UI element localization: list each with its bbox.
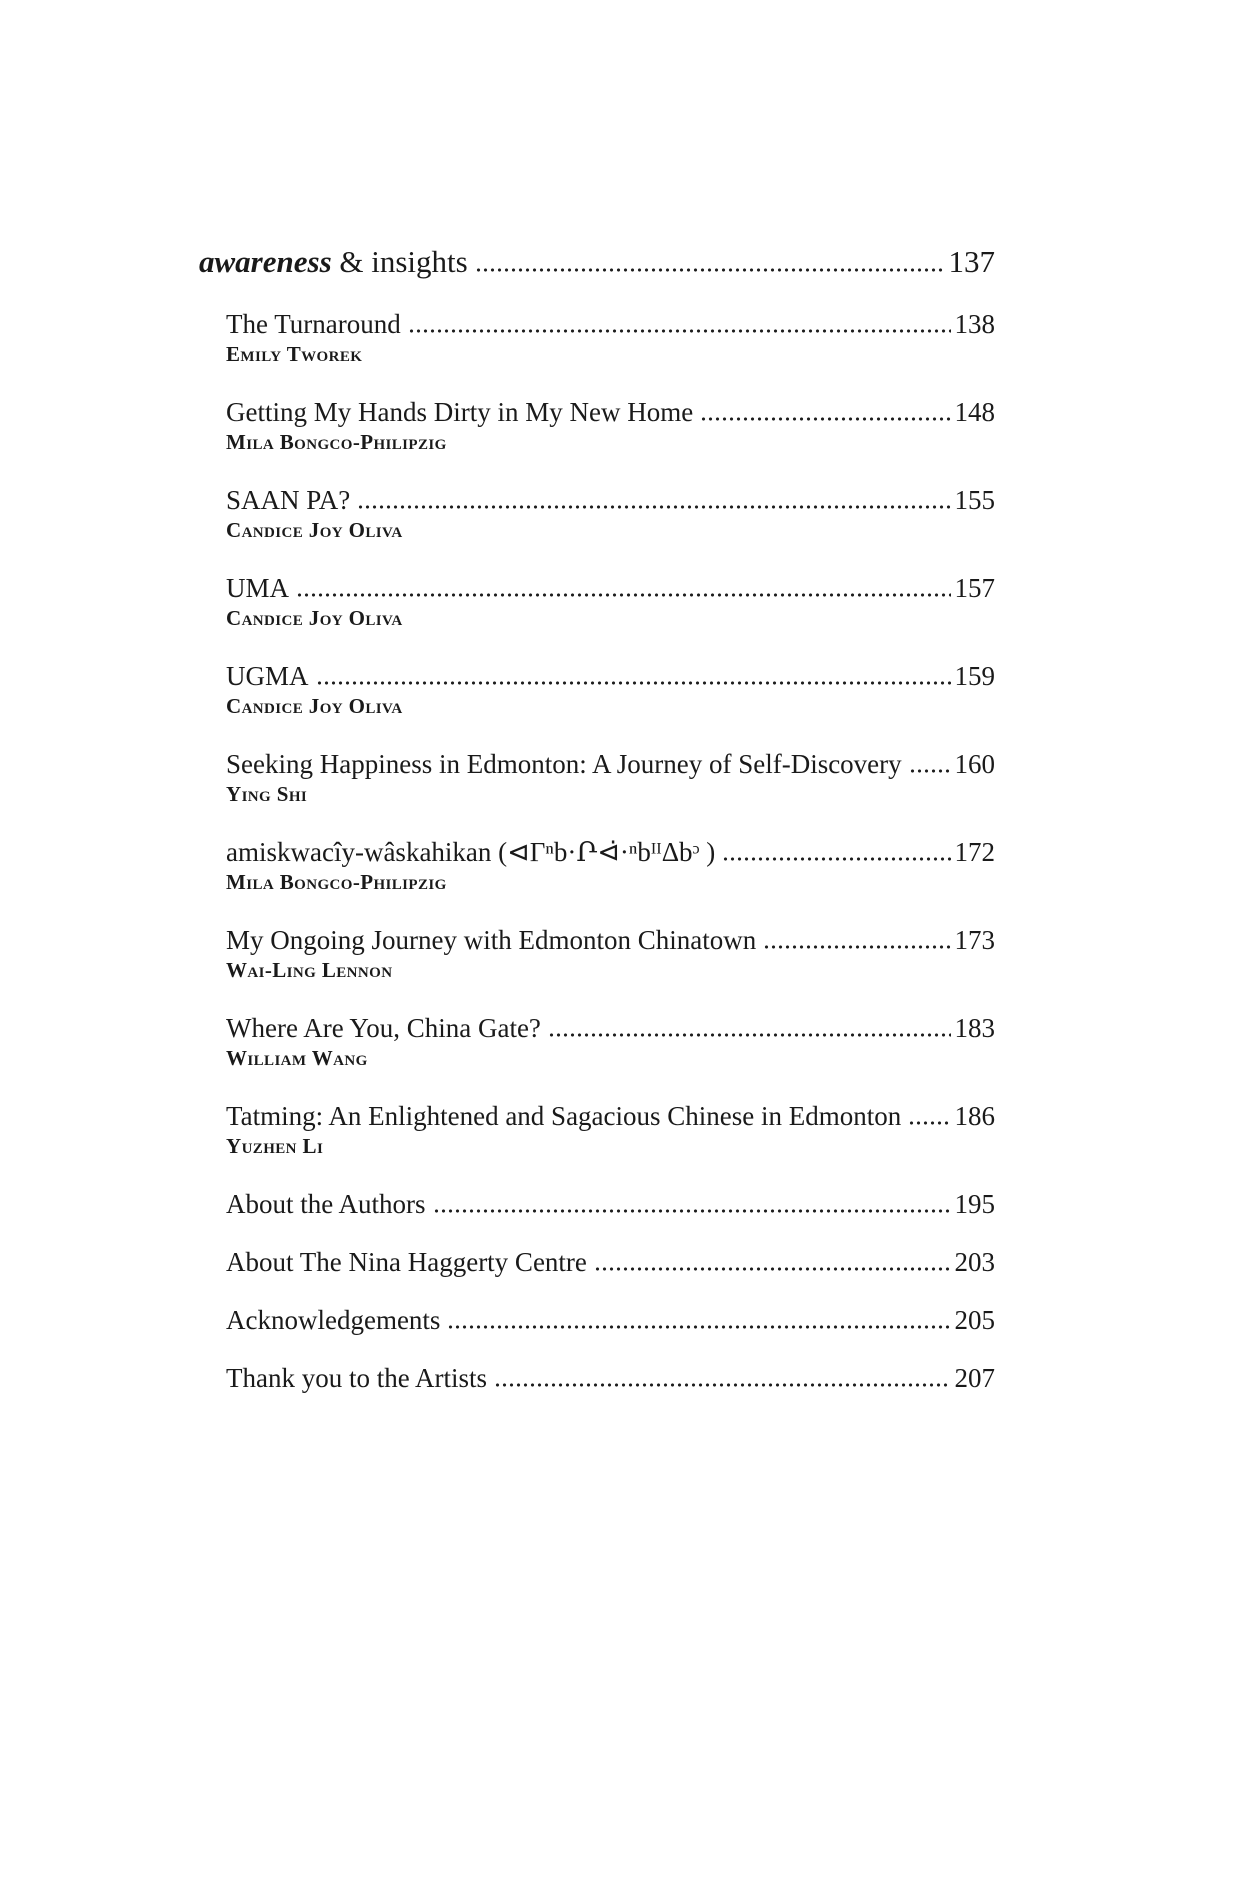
entry-author: Emily Tworek bbox=[226, 342, 363, 366]
entry-page-number: 159 bbox=[954, 661, 995, 691]
entry-page-number: 172 bbox=[954, 837, 995, 867]
table-of-contents bbox=[199, 243, 995, 1419]
entry-page-number: 160 bbox=[954, 749, 995, 779]
entry-title: Where Are You, China Gate? bbox=[226, 1013, 541, 1043]
entry-title: Tatming: An Enlightened and Sagacious Chinese in Edmonton bbox=[226, 1101, 902, 1131]
dot-leader bbox=[296, 571, 950, 605]
dot-leader bbox=[909, 747, 951, 781]
dot-leader bbox=[433, 1187, 951, 1221]
dot-leader bbox=[447, 1303, 950, 1337]
toc-entry bbox=[226, 307, 995, 367]
entry-page-number: 205 bbox=[954, 1305, 995, 1335]
toc-entry bbox=[226, 835, 995, 895]
section-heading bbox=[199, 243, 995, 281]
entry-author: Candice Joy Oliva bbox=[226, 518, 403, 542]
dot-leader bbox=[722, 835, 950, 869]
entry-title: The Turnaround bbox=[226, 309, 401, 339]
dot-leader bbox=[594, 1245, 951, 1279]
toc-entry bbox=[226, 923, 995, 983]
entry-author: Yuzhen Li bbox=[226, 1134, 324, 1158]
entry-title: amiskwacîy-wâskahikan (⊲Γⁿb·Ր⊲̇·ⁿbᴵᴵΔbᵓ ) bbox=[226, 837, 716, 867]
entry-page-number: 186 bbox=[954, 1101, 995, 1131]
toc-entry bbox=[226, 1361, 995, 1395]
entry-page-number: 207 bbox=[954, 1363, 995, 1393]
entry-page-number: 148 bbox=[954, 397, 995, 427]
entry-title: UMA bbox=[226, 573, 290, 603]
dot-leader bbox=[357, 483, 950, 517]
toc-entry bbox=[226, 1245, 995, 1279]
dot-leader bbox=[908, 1099, 950, 1133]
entry-page-number: 195 bbox=[954, 1189, 995, 1219]
entry-author: Ying Shi bbox=[226, 782, 308, 806]
toc-entry bbox=[226, 571, 995, 631]
toc-entry bbox=[226, 1099, 995, 1159]
entry-title: Thank you to the Artists bbox=[226, 1363, 487, 1393]
entry-title: UGMA bbox=[226, 661, 309, 691]
entry-author: Wai-Ling Lennon bbox=[226, 958, 393, 982]
section-heading-title bbox=[199, 243, 468, 281]
toc-entry bbox=[226, 659, 995, 719]
entry-page-number: 183 bbox=[954, 1013, 995, 1043]
entry-author: Candice Joy Oliva bbox=[226, 694, 403, 718]
entry-title: Seeking Happiness in Edmonton: A Journey of Self-Discovery bbox=[226, 749, 902, 779]
toc-entry-list bbox=[226, 307, 995, 1395]
dot-leader bbox=[475, 243, 945, 281]
entry-title: My Ongoing Journey with Edmonton Chinatown bbox=[226, 925, 757, 955]
dot-leader bbox=[548, 1011, 951, 1045]
entry-page-number: 173 bbox=[954, 925, 995, 955]
dot-leader bbox=[494, 1361, 951, 1395]
entry-title: About The Nina Haggerty Centre bbox=[226, 1247, 587, 1277]
toc-entry bbox=[226, 395, 995, 455]
toc-entry bbox=[226, 483, 995, 543]
entry-page-number: 203 bbox=[954, 1247, 995, 1277]
toc-entry bbox=[226, 1011, 995, 1071]
dot-leader bbox=[763, 923, 950, 957]
toc-entry bbox=[226, 1187, 995, 1221]
dot-leader bbox=[700, 395, 950, 429]
entry-author: Mila Bongco-Philipzig bbox=[226, 870, 447, 894]
entry-title: Getting My Hands Dirty in My New Home bbox=[226, 397, 694, 427]
toc-entry bbox=[226, 1303, 995, 1337]
entry-page-number: 157 bbox=[954, 573, 995, 603]
dot-leader bbox=[316, 659, 951, 693]
section-heading-title-italic: awareness bbox=[199, 244, 332, 279]
entry-title: Acknowledgements bbox=[226, 1305, 441, 1335]
section-heading-page-number: 137 bbox=[948, 244, 995, 279]
entry-author: William Wang bbox=[226, 1046, 368, 1070]
entry-title: SAAN PA? bbox=[226, 485, 351, 515]
entry-author: Mila Bongco-Philipzig bbox=[226, 430, 447, 454]
section-heading-title-rest: & insights bbox=[331, 244, 468, 279]
dot-leader bbox=[408, 307, 951, 341]
toc-entry bbox=[226, 747, 995, 807]
entry-page-number: 155 bbox=[954, 485, 995, 515]
entry-page-number: 138 bbox=[954, 309, 995, 339]
entry-title: About the Authors bbox=[226, 1189, 426, 1219]
entry-author: Candice Joy Oliva bbox=[226, 606, 403, 630]
